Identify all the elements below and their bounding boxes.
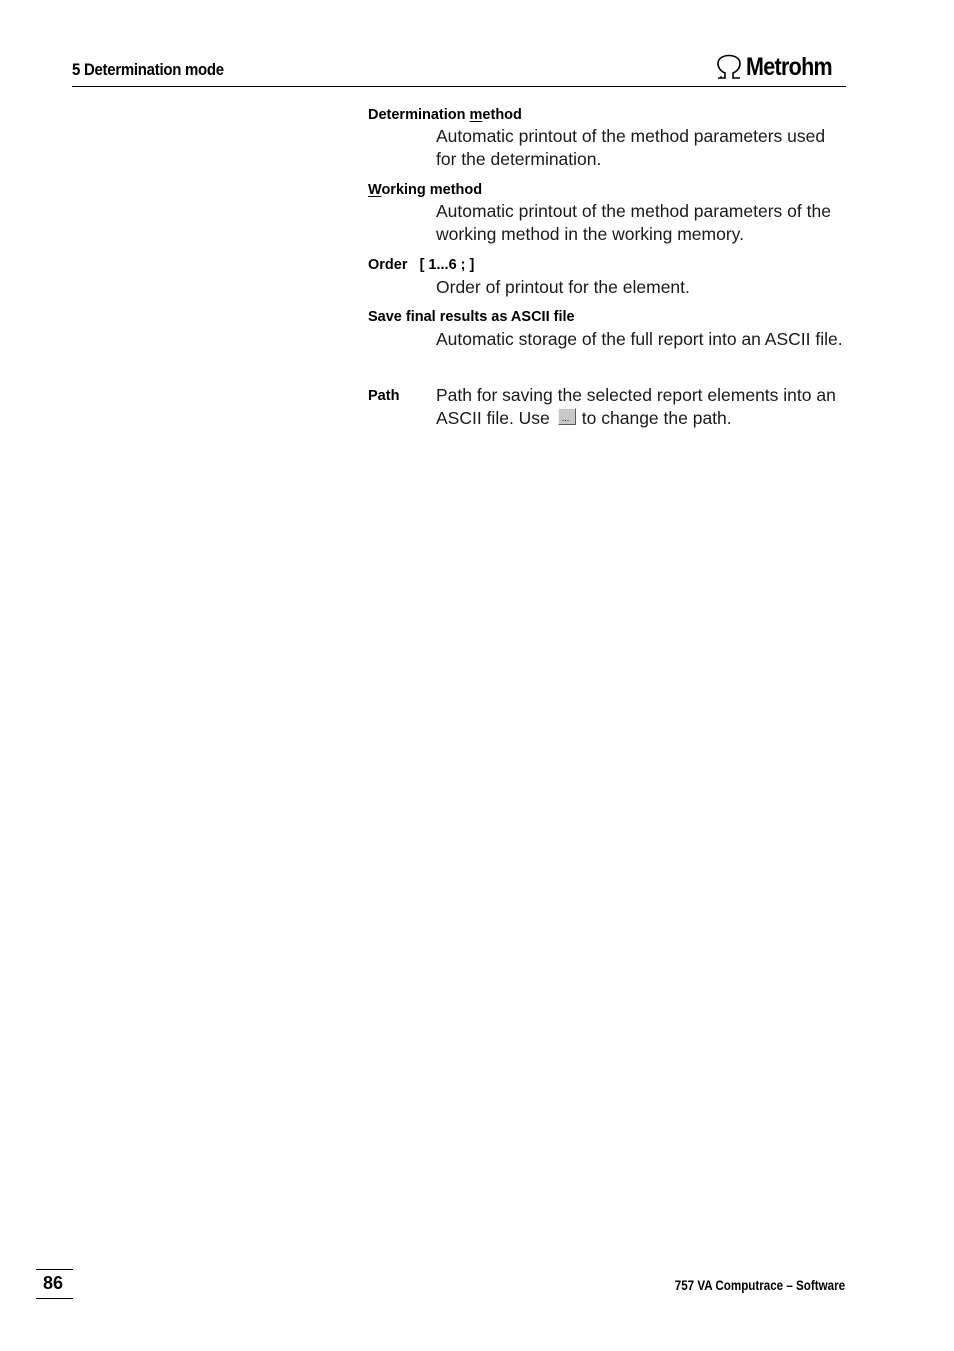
page-number: 86 [43, 1273, 64, 1293]
entry-title-save-ascii: Save final results as ASCII file [368, 309, 575, 325]
entry-title-determination-method [368, 107, 522, 123]
desc-text: Path for saving the selected report elements into an ASCII file. Use [436, 385, 836, 428]
entry-desc-path [436, 384, 846, 430]
entry-desc-save-ascii: Automatic storage of the full report into an ASCII file. [436, 329, 843, 349]
title-accelerator: m [469, 107, 483, 123]
entry-desc-working-method: Automatic printout of the method parameters of the working method in the working memory. [436, 201, 831, 244]
browse-button-label: ... [561, 413, 570, 423]
entry-desc-determination-method: Automatic printout of the method parameters used for the determination. [436, 126, 826, 169]
metrohm-logo [714, 54, 846, 80]
desc-text: to change the path. [581, 408, 732, 428]
entry-desc-order: Order of printout for the element. [436, 277, 690, 297]
omega-icon [714, 54, 744, 80]
browse-button-icon[interactable] [558, 408, 576, 425]
title-text: ethod [482, 107, 522, 123]
logo-text: Metrohm [746, 53, 833, 81]
chapter-title: 5 Determination mode [72, 60, 224, 79]
entry-title-order: Order [ 1...6 ; ] [368, 257, 475, 273]
title-text: Determination [368, 107, 470, 123]
entry-title-working-method [368, 182, 482, 198]
header-rule-thick [186, 86, 846, 87]
entry-title-path: Path [368, 388, 400, 404]
document-title: 757 VA Computrace – Software [674, 1278, 845, 1293]
title-text: orking method [381, 182, 483, 198]
title-accelerator: W [368, 182, 382, 198]
